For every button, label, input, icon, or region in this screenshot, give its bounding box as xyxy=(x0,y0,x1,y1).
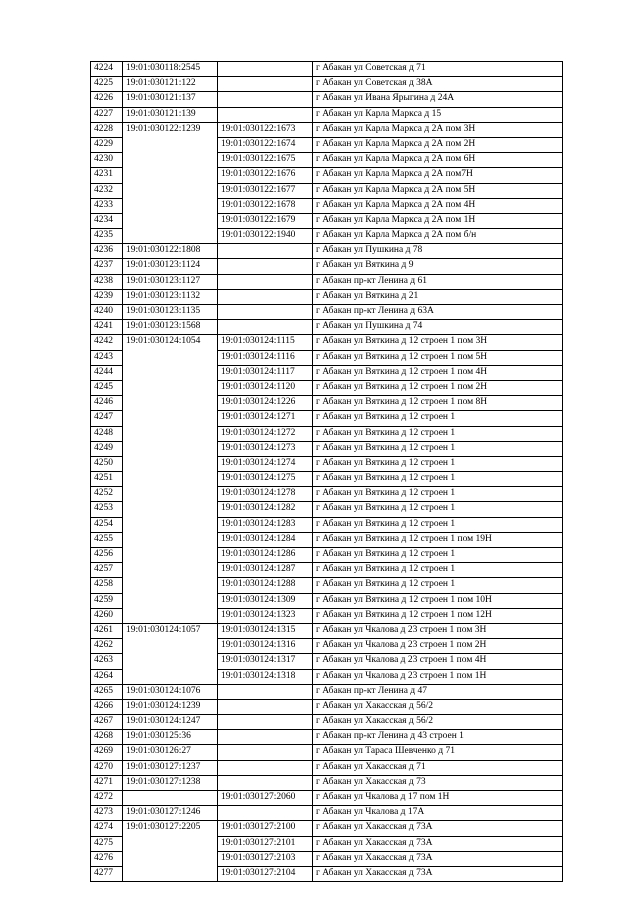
address: г Абакан ул Карла Маркса д 2А пом7Н xyxy=(313,168,563,183)
cadastral-number: 19:01:030127:1246 xyxy=(123,806,218,821)
cadastral-number xyxy=(123,791,218,806)
row-number: 4244 xyxy=(91,365,123,380)
cadastral-number: 19:01:030123:1124 xyxy=(123,259,218,274)
table-row xyxy=(91,335,563,350)
address: г Абакан ул Хакасская д 73А xyxy=(313,851,563,866)
row-number: 4224 xyxy=(91,62,123,77)
row-number: 4270 xyxy=(91,760,123,775)
table-row xyxy=(91,456,563,471)
table-row xyxy=(91,578,563,593)
row-number: 4225 xyxy=(91,77,123,92)
cadastral-number: 19:01:030123:1132 xyxy=(123,289,218,304)
linked-cadastral-number: 19:01:030127:2104 xyxy=(218,866,313,881)
address: г Абакан ул Вяткина д 12 строен 1 xyxy=(313,456,563,471)
linked-cadastral-number xyxy=(218,274,313,289)
row-number: 4260 xyxy=(91,608,123,623)
row-number: 4255 xyxy=(91,532,123,547)
address: г Абакан ул Карла Маркса д 2А пом 5Н xyxy=(313,183,563,198)
linked-cadastral-number: 19:01:030124:1315 xyxy=(218,623,313,638)
address: г Абакан ул Вяткина д 12 строен 1 xyxy=(313,548,563,563)
linked-cadastral-number xyxy=(218,684,313,699)
linked-cadastral-number xyxy=(218,775,313,790)
linked-cadastral-number xyxy=(218,320,313,335)
row-number: 4264 xyxy=(91,669,123,684)
cadastral-number xyxy=(123,548,218,563)
table-row xyxy=(91,107,563,122)
linked-cadastral-number: 19:01:030124:1323 xyxy=(218,608,313,623)
row-number: 4266 xyxy=(91,699,123,714)
address: г Абакан ул Карла Маркса д 15 xyxy=(313,107,563,122)
linked-cadastral-number: 19:01:030124:1275 xyxy=(218,472,313,487)
table-row xyxy=(91,259,563,274)
cadastral-number xyxy=(123,198,218,213)
table-row xyxy=(91,411,563,426)
table-row xyxy=(91,502,563,517)
linked-cadastral-number: 19:01:030122:1675 xyxy=(218,153,313,168)
row-number: 4235 xyxy=(91,229,123,244)
table-row xyxy=(91,745,563,760)
linked-cadastral-number: 19:01:030124:1272 xyxy=(218,426,313,441)
row-number: 4237 xyxy=(91,259,123,274)
row-number: 4277 xyxy=(91,866,123,881)
table-row xyxy=(91,137,563,152)
cadastral-number xyxy=(123,502,218,517)
linked-cadastral-number: 19:01:030124:1116 xyxy=(218,350,313,365)
table-row xyxy=(91,684,563,699)
row-number: 4273 xyxy=(91,806,123,821)
address: г Абакан ул Хакасская д 56/2 xyxy=(313,699,563,714)
cadastral-number: 19:01:030122:1808 xyxy=(123,244,218,259)
row-number: 4231 xyxy=(91,168,123,183)
linked-cadastral-number: 19:01:030124:1309 xyxy=(218,593,313,608)
row-number: 4271 xyxy=(91,775,123,790)
linked-cadastral-number: 19:01:030122:1673 xyxy=(218,122,313,137)
address: г Абакан ул Карла Маркса д 2А пом 3Н xyxy=(313,122,563,137)
address: г Абакан ул Вяткина д 12 строен 1 xyxy=(313,517,563,532)
linked-cadastral-number xyxy=(218,715,313,730)
cadastral-number: 19:01:030124:1247 xyxy=(123,715,218,730)
table-row xyxy=(91,320,563,335)
cadastral-number xyxy=(123,517,218,532)
linked-cadastral-number: 19:01:030127:2100 xyxy=(218,821,313,836)
address: г Абакан ул Чкалова д 23 строен 1 пом 4Н xyxy=(313,654,563,669)
table-row xyxy=(91,426,563,441)
table-row xyxy=(91,305,563,320)
address: г Абакан ул Вяткина д 12 строен 1 xyxy=(313,472,563,487)
address: г Абакан ул Вяткина д 12 строен 1 xyxy=(313,563,563,578)
row-number: 4259 xyxy=(91,593,123,608)
address: г Абакан ул Вяткина д 12 строен 1 xyxy=(313,411,563,426)
cadastral-number: 19:01:030124:1054 xyxy=(123,335,218,350)
address: г Абакан ул Пушкина д 74 xyxy=(313,320,563,335)
address: г Абакан ул Хакасская д 56/2 xyxy=(313,715,563,730)
table-row xyxy=(91,365,563,380)
table-row xyxy=(91,77,563,92)
linked-cadastral-number: 19:01:030124:1283 xyxy=(218,517,313,532)
cadastral-number xyxy=(123,183,218,198)
registry-table-body xyxy=(91,62,563,882)
linked-cadastral-number: 19:01:030124:1318 xyxy=(218,669,313,684)
linked-cadastral-number xyxy=(218,760,313,775)
linked-cadastral-number xyxy=(218,92,313,107)
row-number: 4249 xyxy=(91,441,123,456)
linked-cadastral-number: 19:01:030122:1674 xyxy=(218,137,313,152)
linked-cadastral-number: 19:01:030124:1288 xyxy=(218,578,313,593)
table-row xyxy=(91,441,563,456)
linked-cadastral-number: 19:01:030122:1677 xyxy=(218,183,313,198)
table-row xyxy=(91,760,563,775)
table-row xyxy=(91,791,563,806)
table-row xyxy=(91,532,563,547)
address: г Абакан ул Чкалова д 23 строен 1 пом 2Н xyxy=(313,639,563,654)
linked-cadastral-number xyxy=(218,244,313,259)
cadastral-number xyxy=(123,229,218,244)
cadastral-number: 19:01:030123:1127 xyxy=(123,274,218,289)
row-number: 4252 xyxy=(91,487,123,502)
row-number: 4272 xyxy=(91,791,123,806)
row-number: 4265 xyxy=(91,684,123,699)
table-row xyxy=(91,715,563,730)
cadastral-number xyxy=(123,426,218,441)
address: г Абакан ул Советская д 71 xyxy=(313,62,563,77)
table-row xyxy=(91,563,563,578)
table-row xyxy=(91,168,563,183)
address: г Абакан пр-кт Ленина д 43 строен 1 xyxy=(313,730,563,745)
linked-cadastral-number xyxy=(218,289,313,304)
linked-cadastral-number: 19:01:030127:2060 xyxy=(218,791,313,806)
cadastral-number: 19:01:030124:1057 xyxy=(123,623,218,638)
table-row xyxy=(91,639,563,654)
linked-cadastral-number xyxy=(218,745,313,760)
address: г Абакан ул Карла Маркса д 2А пом 6Н xyxy=(313,153,563,168)
table-row xyxy=(91,380,563,395)
cadastral-number xyxy=(123,593,218,608)
cadastral-number: 19:01:030127:1238 xyxy=(123,775,218,790)
address: г Абакан ул Советская д 38А xyxy=(313,77,563,92)
cadastral-number xyxy=(123,563,218,578)
table-row xyxy=(91,775,563,790)
linked-cadastral-number xyxy=(218,259,313,274)
table-row xyxy=(91,229,563,244)
table-row xyxy=(91,836,563,851)
linked-cadastral-number xyxy=(218,107,313,122)
cadastral-number: 19:01:030125:36 xyxy=(123,730,218,745)
linked-cadastral-number: 19:01:030127:2103 xyxy=(218,851,313,866)
cadastral-number: 19:01:030126:27 xyxy=(123,745,218,760)
row-number: 4238 xyxy=(91,274,123,289)
cadastral-number: 19:01:030123:1135 xyxy=(123,305,218,320)
cadastral-number xyxy=(123,350,218,365)
row-number: 4276 xyxy=(91,851,123,866)
row-number: 4258 xyxy=(91,578,123,593)
cadastral-number xyxy=(123,456,218,471)
linked-cadastral-number: 19:01:030122:1676 xyxy=(218,168,313,183)
address: г Абакан ул Чкалова д 23 строен 1 пом 3Н xyxy=(313,623,563,638)
address: г Абакан ул Вяткина д 12 строен 1 xyxy=(313,426,563,441)
address: г Абакан ул Карла Маркса д 2А пом 4Н xyxy=(313,198,563,213)
address: г Абакан ул Хакасская д 73А xyxy=(313,866,563,881)
linked-cadastral-number: 19:01:030124:1273 xyxy=(218,441,313,456)
address: г Абакан ул Вяткина д 12 строен 1 пом 8Н xyxy=(313,396,563,411)
row-number: 4261 xyxy=(91,623,123,638)
table-row xyxy=(91,274,563,289)
linked-cadastral-number xyxy=(218,77,313,92)
cadastral-number xyxy=(123,365,218,380)
address: г Абакан ул Тараса Шевченко д 71 xyxy=(313,745,563,760)
address: г Абакан ул Хакасская д 73А xyxy=(313,821,563,836)
address: г Абакан ул Вяткина д 12 строен 1 пом 4Н xyxy=(313,365,563,380)
address: г Абакан пр-кт Ленина д 61 xyxy=(313,274,563,289)
row-number: 4228 xyxy=(91,122,123,137)
address: г Абакан ул Карла Маркса д 2А пом 2Н xyxy=(313,137,563,152)
cadastral-number xyxy=(123,851,218,866)
address: г Абакан ул Карла Маркса д 2А пом 1Н xyxy=(313,213,563,228)
cadastral-number xyxy=(123,836,218,851)
table-row xyxy=(91,244,563,259)
cadastral-number: 19:01:030121:139 xyxy=(123,107,218,122)
cadastral-number: 19:01:030127:1237 xyxy=(123,760,218,775)
cadastral-number xyxy=(123,168,218,183)
address: г Абакан ул Вяткина д 9 xyxy=(313,259,563,274)
table-row xyxy=(91,699,563,714)
cadastral-number xyxy=(123,866,218,881)
table-row xyxy=(91,487,563,502)
table-row xyxy=(91,213,563,228)
table-row xyxy=(91,92,563,107)
table-row xyxy=(91,472,563,487)
address: г Абакан ул Ивана Ярыгина д 24А xyxy=(313,92,563,107)
address: г Абакан ул Карла Маркса д 2А пом б/н xyxy=(313,229,563,244)
row-number: 4226 xyxy=(91,92,123,107)
linked-cadastral-number: 19:01:030122:1679 xyxy=(218,213,313,228)
table-row xyxy=(91,851,563,866)
cadastral-number: 19:01:030123:1568 xyxy=(123,320,218,335)
row-number: 4251 xyxy=(91,472,123,487)
table-row xyxy=(91,289,563,304)
cadastral-number xyxy=(123,608,218,623)
address: г Абакан ул Вяткина д 12 строен 1 xyxy=(313,502,563,517)
row-number: 4262 xyxy=(91,639,123,654)
row-number: 4242 xyxy=(91,335,123,350)
linked-cadastral-number xyxy=(218,699,313,714)
row-number: 4246 xyxy=(91,396,123,411)
cadastral-number xyxy=(123,153,218,168)
cadastral-number xyxy=(123,441,218,456)
address: г Абакан ул Вяткина д 12 строен 1 пом 19Н xyxy=(313,532,563,547)
address: г Абакан пр-кт Ленина д 47 xyxy=(313,684,563,699)
cadastral-number xyxy=(123,532,218,547)
row-number: 4254 xyxy=(91,517,123,532)
table-row xyxy=(91,608,563,623)
linked-cadastral-number: 19:01:030122:1678 xyxy=(218,198,313,213)
linked-cadastral-number xyxy=(218,730,313,745)
cadastral-number: 19:01:030122:1239 xyxy=(123,122,218,137)
address: г Абакан пр-кт Ленина д 63А xyxy=(313,305,563,320)
table-row xyxy=(91,623,563,638)
address: г Абакан ул Вяткина д 12 строен 1 xyxy=(313,441,563,456)
cadastral-number xyxy=(123,137,218,152)
row-number: 4240 xyxy=(91,305,123,320)
row-number: 4229 xyxy=(91,137,123,152)
address: г Абакан ул Пушкина д 78 xyxy=(313,244,563,259)
row-number: 4236 xyxy=(91,244,123,259)
row-number: 4243 xyxy=(91,350,123,365)
linked-cadastral-number: 19:01:030124:1115 xyxy=(218,335,313,350)
cadastral-number: 19:01:030124:1076 xyxy=(123,684,218,699)
row-number: 4275 xyxy=(91,836,123,851)
linked-cadastral-number: 19:01:030124:1282 xyxy=(218,502,313,517)
row-number: 4263 xyxy=(91,654,123,669)
row-number: 4257 xyxy=(91,563,123,578)
row-number: 4239 xyxy=(91,289,123,304)
row-number: 4267 xyxy=(91,715,123,730)
cadastral-number xyxy=(123,472,218,487)
table-row xyxy=(91,593,563,608)
address: г Абакан ул Хакасская д 71 xyxy=(313,760,563,775)
linked-cadastral-number: 19:01:030124:1271 xyxy=(218,411,313,426)
cadastral-number xyxy=(123,654,218,669)
cadastral-number xyxy=(123,487,218,502)
cadastral-number: 19:01:030124:1239 xyxy=(123,699,218,714)
linked-cadastral-number: 19:01:030127:2101 xyxy=(218,836,313,851)
table-row xyxy=(91,669,563,684)
address: г Абакан ул Вяткина д 12 строен 1 пом 12Н xyxy=(313,608,563,623)
linked-cadastral-number: 19:01:030124:1284 xyxy=(218,532,313,547)
linked-cadastral-number: 19:01:030124:1316 xyxy=(218,639,313,654)
row-number: 4269 xyxy=(91,745,123,760)
address: г Абакан ул Вяткина д 12 строен 1 пом 5Н xyxy=(313,350,563,365)
address: г Абакан ул Чкалова д 17 пом 1Н xyxy=(313,791,563,806)
table-row xyxy=(91,122,563,137)
table-row xyxy=(91,654,563,669)
table-row xyxy=(91,730,563,745)
address: г Абакан ул Вяткина д 12 строен 1 пом 3Н xyxy=(313,335,563,350)
row-number: 4232 xyxy=(91,183,123,198)
linked-cadastral-number: 19:01:030124:1278 xyxy=(218,487,313,502)
cadastral-number xyxy=(123,578,218,593)
linked-cadastral-number: 19:01:030124:1286 xyxy=(218,548,313,563)
cadastral-number: 19:01:030121:122 xyxy=(123,77,218,92)
registry-table xyxy=(90,61,563,882)
table-row xyxy=(91,350,563,365)
row-number: 4245 xyxy=(91,380,123,395)
cadastral-number xyxy=(123,411,218,426)
address: г Абакан ул Хакасская д 73 xyxy=(313,775,563,790)
row-number: 4234 xyxy=(91,213,123,228)
table-row xyxy=(91,548,563,563)
address: г Абакан ул Вяткина д 21 xyxy=(313,289,563,304)
cadastral-number xyxy=(123,380,218,395)
linked-cadastral-number: 19:01:030122:1940 xyxy=(218,229,313,244)
linked-cadastral-number xyxy=(218,806,313,821)
row-number: 4256 xyxy=(91,548,123,563)
table-row xyxy=(91,821,563,836)
linked-cadastral-number: 19:01:030124:1117 xyxy=(218,365,313,380)
table-row xyxy=(91,183,563,198)
address: г Абакан ул Вяткина д 12 строен 1 xyxy=(313,487,563,502)
address: г Абакан ул Вяткина д 12 строен 1 пом 2Н xyxy=(313,380,563,395)
address: г Абакан ул Вяткина д 12 строен 1 пом 10Н xyxy=(313,593,563,608)
linked-cadastral-number: 19:01:030124:1274 xyxy=(218,456,313,471)
row-number: 4233 xyxy=(91,198,123,213)
cadastral-number xyxy=(123,669,218,684)
table-row xyxy=(91,153,563,168)
row-number: 4248 xyxy=(91,426,123,441)
address: г Абакан ул Чкалова д 23 строен 1 пом 1Н xyxy=(313,669,563,684)
linked-cadastral-number: 19:01:030124:1317 xyxy=(218,654,313,669)
row-number: 4247 xyxy=(91,411,123,426)
cadastral-number: 19:01:030121:137 xyxy=(123,92,218,107)
row-number: 4274 xyxy=(91,821,123,836)
cadastral-number: 19:01:030127:2205 xyxy=(123,821,218,836)
address: г Абакан ул Вяткина д 12 строен 1 xyxy=(313,578,563,593)
linked-cadastral-number: 19:01:030124:1120 xyxy=(218,380,313,395)
table-row xyxy=(91,866,563,881)
address: г Абакан ул Хакасская д 73А xyxy=(313,836,563,851)
cadastral-number: 19:01:030118:2545 xyxy=(123,62,218,77)
table-row xyxy=(91,62,563,77)
row-number: 4250 xyxy=(91,456,123,471)
cadastral-number xyxy=(123,396,218,411)
table-row xyxy=(91,806,563,821)
row-number: 4230 xyxy=(91,153,123,168)
linked-cadastral-number: 19:01:030124:1226 xyxy=(218,396,313,411)
table-row xyxy=(91,198,563,213)
linked-cadastral-number xyxy=(218,62,313,77)
table-row xyxy=(91,396,563,411)
table-row xyxy=(91,517,563,532)
cadastral-number xyxy=(123,639,218,654)
row-number: 4227 xyxy=(91,107,123,122)
cadastral-number xyxy=(123,213,218,228)
row-number: 4241 xyxy=(91,320,123,335)
row-number: 4253 xyxy=(91,502,123,517)
linked-cadastral-number xyxy=(218,305,313,320)
linked-cadastral-number: 19:01:030124:1287 xyxy=(218,563,313,578)
address: г Абакан ул Чкалова д 17А xyxy=(313,806,563,821)
row-number: 4268 xyxy=(91,730,123,745)
